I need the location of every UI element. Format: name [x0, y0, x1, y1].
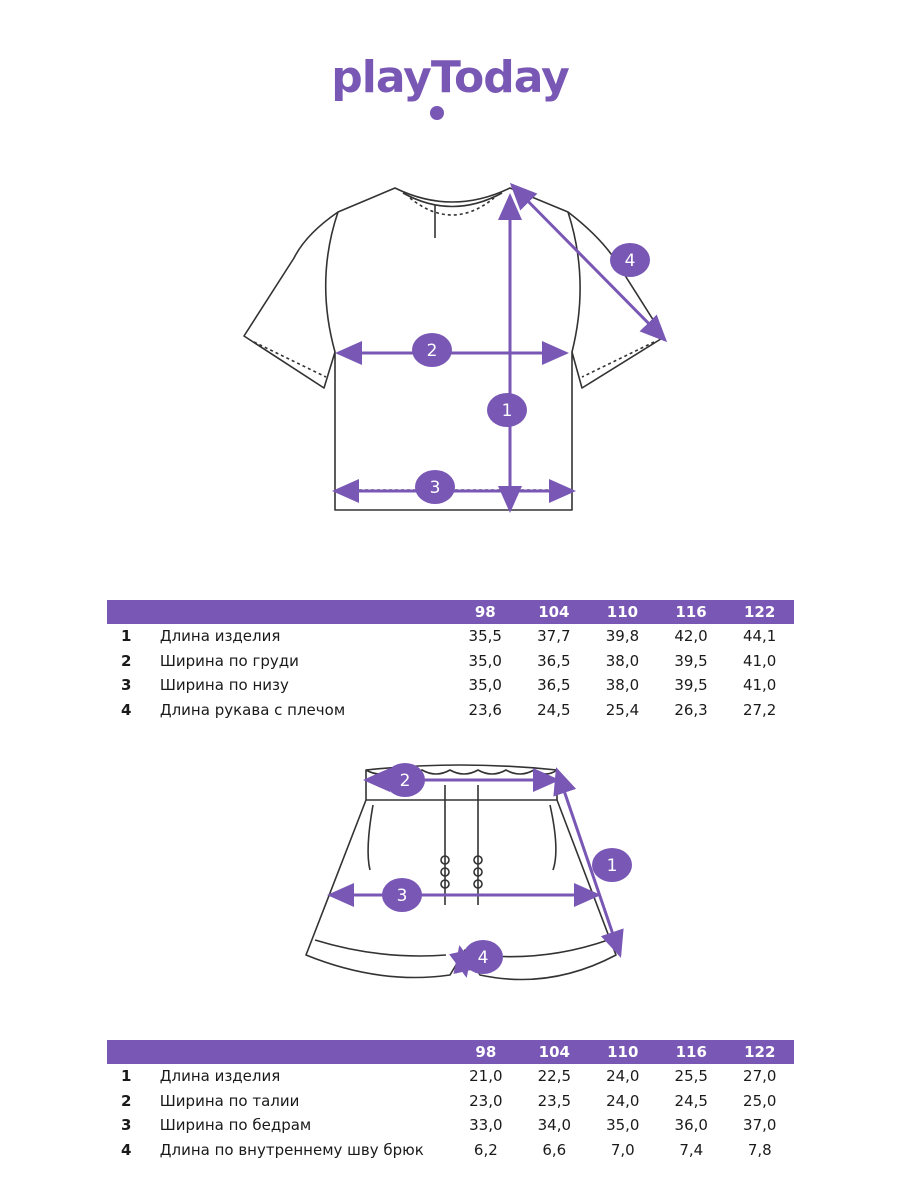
svg-text:2: 2 [399, 771, 411, 791]
row-label: Длина изделия [159, 1067, 281, 1086]
svg-text:4: 4 [624, 251, 636, 271]
table-row [107, 1113, 794, 1138]
cell-value: 35,0 [468, 651, 502, 670]
svg-text:3: 3 [396, 886, 408, 906]
svg-text:3: 3 [429, 478, 441, 498]
cell-value: 35,5 [468, 627, 502, 646]
cell-value: 21,0 [469, 1067, 503, 1086]
row-label: Ширина по талии [159, 1091, 300, 1110]
size-header: 98 [452, 1040, 520, 1064]
cell-value: 33,0 [469, 1116, 503, 1135]
cell-value: 25,4 [605, 700, 640, 719]
row-number: 4 [121, 700, 132, 719]
row-number: 1 [121, 1067, 132, 1086]
row-number: 2 [121, 651, 132, 670]
row-label: Ширина по бедрам [159, 1116, 312, 1135]
cell-value: 42,0 [674, 627, 708, 646]
table-header-row [107, 600, 794, 624]
logo-dot [430, 106, 444, 120]
cell-value: 27,2 [742, 700, 777, 719]
size-header: 122 [725, 600, 794, 624]
svg-text:4: 4 [477, 948, 489, 968]
cell-value: 7,0 [610, 1140, 635, 1159]
row-label: Ширина по груди [159, 651, 299, 670]
row-number: 3 [121, 676, 132, 695]
size-header: 104 [520, 1040, 588, 1064]
cell-value: 24,0 [606, 1091, 640, 1110]
cell-value: 41,0 [742, 676, 777, 695]
row-number: 4 [121, 1140, 132, 1159]
row-number: 1 [121, 627, 132, 646]
cell-value: 23,5 [537, 1091, 572, 1110]
table-header-row [107, 1040, 794, 1064]
row-label: Длина изделия [159, 627, 281, 646]
table-row [107, 1138, 794, 1163]
tshirt-size-table [107, 600, 794, 722]
row-number: 2 [121, 1091, 132, 1110]
tshirt-sketch [0, 170, 900, 530]
table-row [107, 1089, 794, 1114]
cell-value: 36,0 [674, 1116, 708, 1135]
cell-value: 24,5 [674, 1091, 708, 1110]
cell-value: 39,8 [605, 627, 640, 646]
cell-value: 38,0 [605, 676, 640, 695]
tshirt-outline [244, 188, 664, 510]
cell-value: 25,0 [743, 1091, 777, 1110]
badge-3 [382, 878, 422, 912]
cell-value: 26,3 [674, 700, 708, 719]
cell-value: 22,5 [537, 1067, 572, 1086]
cell-value: 34,0 [537, 1116, 572, 1135]
cell-value: 7,8 [747, 1140, 772, 1159]
cell-value: 38,0 [605, 651, 640, 670]
size-header: 116 [657, 1040, 725, 1064]
cell-value: 6,6 [542, 1140, 567, 1159]
badge-2 [412, 333, 452, 367]
cell-value: 6,2 [473, 1140, 498, 1159]
row-number: 3 [121, 1116, 132, 1135]
cell-value: 35,0 [606, 1116, 640, 1135]
size-header: 98 [451, 600, 520, 624]
badge-4 [610, 243, 650, 277]
badge-1 [487, 393, 527, 427]
shorts-size-table [107, 1040, 794, 1162]
table-row [107, 624, 794, 649]
row-label: Длина по внутреннему шву брюк [159, 1140, 424, 1159]
shorts-sketch [0, 750, 900, 1000]
cell-value: 41,0 [742, 651, 777, 670]
badge-1 [592, 848, 632, 882]
table-row [107, 649, 794, 674]
cell-value: 44,1 [742, 627, 777, 646]
size-header: 104 [520, 600, 589, 624]
badge-3 [415, 470, 455, 504]
table-row [107, 1064, 794, 1089]
cell-value: 24,5 [537, 700, 571, 719]
size-header: 110 [589, 1040, 657, 1064]
svg-text:1: 1 [606, 856, 618, 876]
size-header: 116 [657, 600, 726, 624]
cell-value: 36,5 [537, 676, 571, 695]
svg-text:1: 1 [501, 401, 513, 421]
cell-value: 23,0 [469, 1091, 503, 1110]
svg-text:2: 2 [426, 341, 438, 361]
table-row [107, 673, 794, 698]
table-row [107, 698, 794, 723]
cell-value: 25,5 [674, 1067, 708, 1086]
cell-value: 23,6 [468, 700, 502, 719]
row-label: Длина рукава с плечом [159, 700, 346, 719]
cell-value: 37,7 [537, 627, 571, 646]
cell-value: 24,0 [606, 1067, 640, 1086]
cell-value: 27,0 [743, 1067, 777, 1086]
size-header: 122 [725, 1040, 794, 1064]
size-header: 110 [588, 600, 657, 624]
brand-logo: playToday [331, 52, 569, 103]
badge-4 [463, 940, 503, 974]
cell-value: 37,0 [743, 1116, 777, 1135]
cell-value: 39,5 [674, 651, 708, 670]
row-label: Ширина по низу [159, 676, 289, 695]
cell-value: 35,0 [468, 676, 502, 695]
badge-2 [385, 763, 425, 797]
cell-value: 36,5 [537, 651, 571, 670]
cell-value: 7,4 [679, 1140, 704, 1159]
cell-value: 39,5 [674, 676, 708, 695]
